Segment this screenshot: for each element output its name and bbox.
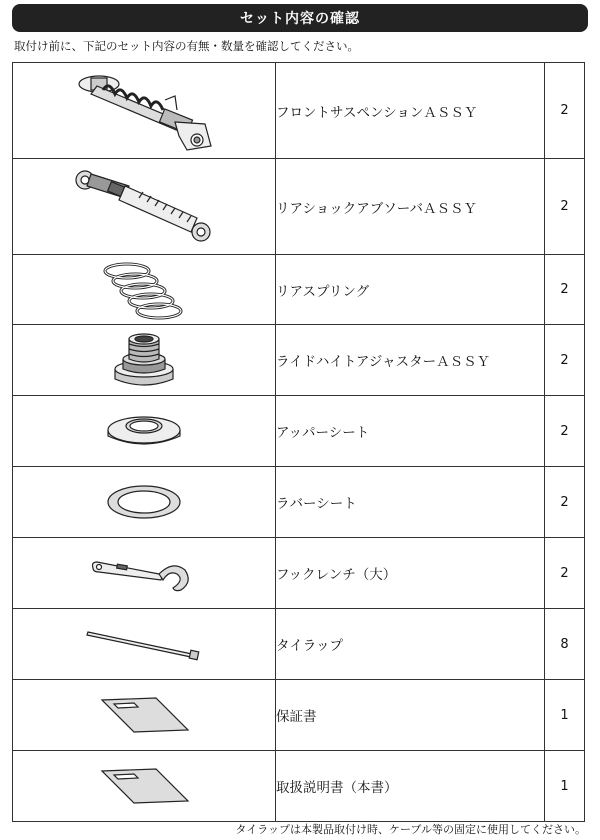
table-row — [13, 63, 585, 159]
parts-table — [12, 62, 585, 822]
table-row — [13, 751, 585, 822]
instruction-manual-icon — [94, 765, 194, 807]
part-quantity: 2 — [545, 467, 585, 538]
part-quantity: 1 — [545, 751, 585, 822]
part-quantity: 2 — [545, 396, 585, 467]
part-image-cell — [13, 680, 276, 751]
part-name: タイラップ — [276, 609, 545, 680]
part-quantity: 2 — [545, 63, 585, 159]
part-image-cell — [13, 159, 276, 255]
rubber-seat-icon — [104, 480, 184, 524]
front-suspension-icon — [69, 66, 219, 156]
cable-tie-icon — [84, 626, 204, 662]
part-name: ラバーシート — [276, 467, 545, 538]
table-row — [13, 396, 585, 467]
part-name: 保証書 — [276, 680, 545, 751]
part-quantity: 2 — [545, 325, 585, 396]
part-image-cell — [13, 63, 276, 159]
upper-seat-icon — [104, 406, 184, 456]
part-name: フロントサスペンションＡＳＳＹ — [276, 63, 545, 159]
footnote-text: タイラップは本製品取付け時、ケーブル等の固定に使用してください。 — [235, 823, 586, 836]
part-name: 取扱説明書（本書） — [276, 751, 545, 822]
part-name: フックレンチ（大） — [276, 538, 545, 609]
table-row — [13, 680, 585, 751]
part-quantity: 1 — [545, 680, 585, 751]
part-image-cell — [13, 396, 276, 467]
table-row — [13, 467, 585, 538]
part-image-cell — [13, 325, 276, 396]
part-quantity: 2 — [545, 538, 585, 609]
part-image-cell — [13, 751, 276, 822]
hook-wrench-icon — [89, 550, 199, 596]
intro-text: 取付け前に、下記のセット内容の有無・数量を確認してください。 — [14, 39, 359, 53]
part-image-cell — [13, 467, 276, 538]
part-image-cell — [13, 255, 276, 325]
ride-height-adjuster-icon — [109, 329, 179, 391]
table-row — [13, 609, 585, 680]
part-name: ライドハイトアジャスターＡＳＳＹ — [276, 325, 545, 396]
rear-spring-icon — [99, 259, 189, 321]
page-title-bar — [12, 4, 588, 32]
part-quantity: 8 — [545, 609, 585, 680]
rear-shock-absorber-icon — [69, 164, 219, 250]
table-row — [13, 325, 585, 396]
part-name: リアショックアブソーバＡＳＳＹ — [276, 159, 545, 255]
part-quantity: 2 — [545, 255, 585, 325]
part-image-cell — [13, 538, 276, 609]
part-quantity: 2 — [545, 159, 585, 255]
part-image-cell — [13, 609, 276, 680]
warranty-card-icon — [94, 694, 194, 736]
part-name: アッパーシート — [276, 396, 545, 467]
table-row — [13, 538, 585, 609]
part-name: リアスプリング — [276, 255, 545, 325]
table-row — [13, 159, 585, 255]
page-title: セット内容の確認 — [240, 11, 360, 27]
table-row — [13, 255, 585, 325]
